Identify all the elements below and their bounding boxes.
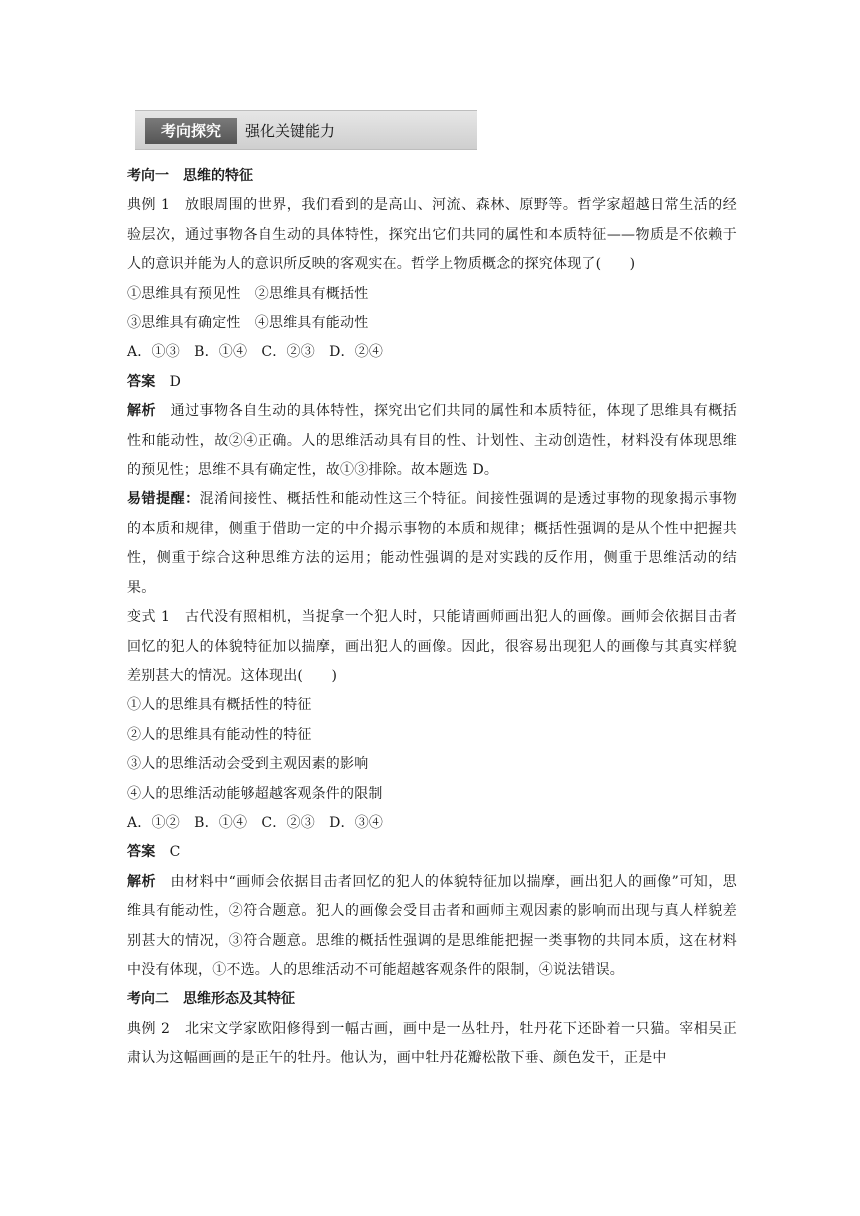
variant-1-choices: A．①② B．①④ C．②③ D．③④ [127, 814, 384, 831]
tip-text: 混淆间接性、概括性和能动性这三个特征。间接性强调的是透过事物的现象揭示事物的本质和规律，侧重于借助一定的中介揭示事物的本质和规律；概括性强调的是从个性中把握共性，侧重于综合这种思维方法的运用；能动性强调的是对实践的反作用，侧重于思维活动的结果。 [127, 491, 738, 596]
answer-value: D [169, 373, 182, 390]
example-1-choices: A．①③ B．①④ C．②③ D．②④ [127, 344, 384, 361]
section-banner [135, 110, 477, 150]
banner-subtitle: 强化关键能力 [245, 122, 336, 140]
example-2-stem [127, 1015, 737, 1074]
variant-1-stem [127, 603, 737, 691]
analysis-label: 解析 [127, 403, 157, 420]
answer-value: C [169, 844, 181, 861]
variant-1-option-1: ①人的思维具有概括性的特征 [127, 697, 312, 714]
example-1-text: 放眼周围的世界，我们看到的是高山、河流、森林、原野等。哲学家超越日常生活的经验层次，通过事物各自生动的具体特性，探究出它们共同的属性和本质特征——物质是不依赖于人的意识并能为人的意识所反映的客观实在。哲学上物质概念的探究体现了( ) [127, 197, 737, 273]
variant-1-option-3: ③人的思维活动会受到主观因素的影响 [127, 756, 369, 773]
analysis-label: 解析 [127, 873, 157, 890]
example-1-tip [127, 485, 737, 603]
tip-label: 易错提醒： [127, 491, 200, 508]
example-1-analysis [127, 397, 737, 485]
variant-1-answer [127, 838, 737, 867]
section-heading-1: 考向一 思维的特征 [127, 168, 253, 184]
variant-1-text: 古代没有照相机，当捉拿一个犯人时，只能请画师画出犯人的画像。画师会依据目击者回忆的犯人的体貌特征加以揣摩，画出犯人的画像。因此，很容易出现犯人的画像与其真实样貌差别甚大的情况。这体现出( ) [127, 609, 737, 684]
variant-1-option-4: ④人的思维活动能够超越客观条件的限制 [127, 785, 383, 802]
page-content [127, 110, 737, 1074]
example-1-stem [127, 191, 737, 279]
example-1-answer [127, 368, 737, 397]
variant-1-label: 变式 1 [127, 609, 171, 626]
variant-1-analysis [127, 868, 737, 986]
example-2-label: 典例 2 [127, 1020, 171, 1037]
analysis-text: 由材料中“画师会依据目击者回忆的犯人的体貌特征加以揣摩，画出犯人的画像”可知，思维具有能动性，②符合题意。犯人的画像会受目击者和画师主观因素的影响而出现与真人样貌差别甚大的情况，③符合题意。思维的概括性强调的是思维能把握一类事物的共同本质，这在材料中没有体现，①不选。人的思维活动不可能超越客观条件的限制，④说法错误。 [127, 873, 738, 978]
example-1-label: 典例 1 [127, 197, 171, 214]
example-1-option-row-2: ③思维具有确定性 ④思维具有能动性 [127, 315, 369, 332]
example-1-option-row-1: ①思维具有预见性 ②思维具有概括性 [127, 285, 369, 302]
banner-title: 考向探究 [145, 118, 237, 144]
analysis-text: 通过事物各自生动的具体特性，探究出它们共同的属性和本质特征，体现了思维具有概括性和能动性，故②④正确。人的思维活动具有目的性、计划性、主动创造性，材料没有体现思维的预见性；思维不具有确定性，故①③排除。故本题选 D。 [127, 403, 737, 479]
variant-1-option-2: ②人的思维具有能动性的特征 [127, 726, 312, 743]
answer-label: 答案 [127, 844, 156, 861]
section-heading-2: 考向二 思维形态及其特征 [127, 991, 295, 1008]
example-2-text: 北宋文学家欧阳修得到一幅古画，画中是一丛牡丹，牡丹花下还卧着一只猫。宰相吴正肃认为这幅画画的是正午的牡丹。他认为，画中牡丹花瓣松散下垂、颜色发干，正是中 [127, 1020, 737, 1067]
answer-label: 答案 [127, 373, 156, 390]
